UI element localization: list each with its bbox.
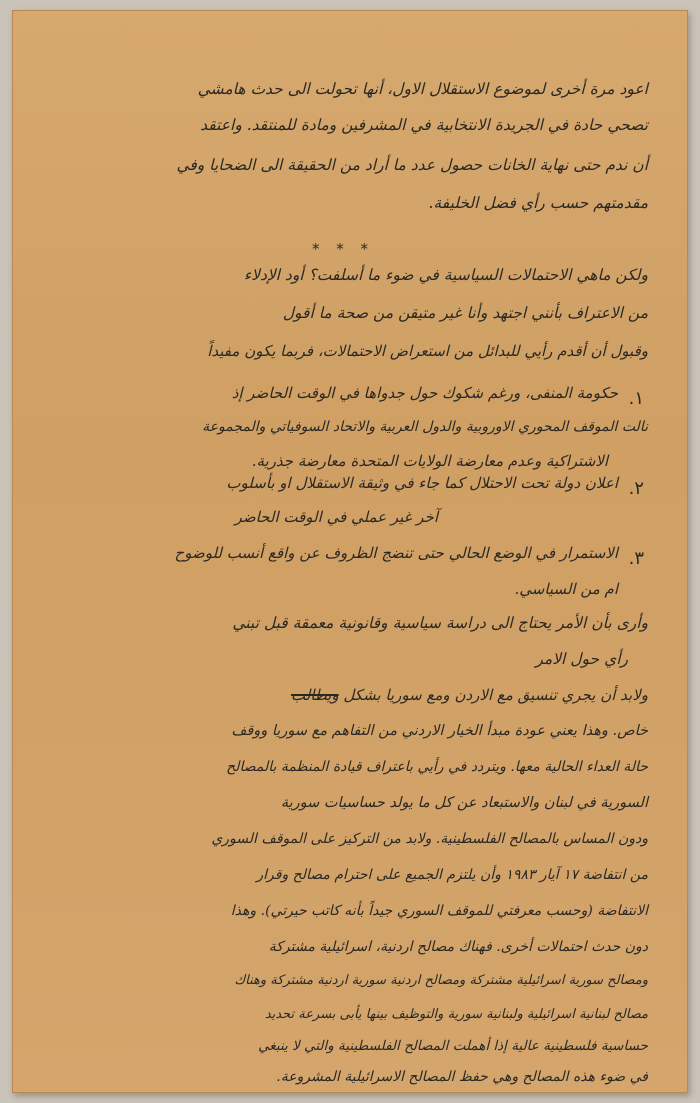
- paragraph-4-line: [291, 688, 648, 703]
- paragraph-4-line: من انتفاضة ١٧ آيار ١٩٨٣ وأن يلتزم الجميع على احترام مصالح وقرار: [256, 867, 648, 883]
- paragraph-2-line: ولكن ماهي الاحتمالات السياسية في ضوء ما أسلفت؟ أود الإدلاء: [243, 266, 648, 284]
- item-3-line: الاستمرار في الوضع الحالي حتى تنضج الظروف عن واقع أنسب للوضوح: [174, 544, 618, 562]
- struck-word: ويطالب: [291, 686, 339, 704]
- paragraph-4-line: في ضوء هذه المصالح وهي حفظ المصالح الاسرائيلية المشروعة.: [276, 1069, 648, 1085]
- paragraph-4-line: مصالح لبنانية اسرائيلية ولبنانية سورية والتوظيف بينها يأبى بسرعة تحديد: [264, 1007, 648, 1022]
- item-3-number: .٣: [628, 548, 644, 569]
- item-2-line: آخر غير عملي في الوقت الحاضر: [234, 508, 438, 526]
- section-separator: * * *: [312, 240, 375, 258]
- paragraph-1-line: مقدمتهم حسب رأي فضل الخليفة.: [428, 194, 648, 212]
- item-2-number: .٢: [628, 478, 644, 499]
- paragraph-4-line-text: ولابد أن يجري تنسيق مع الاردن ومع سوريا بشكل: [343, 686, 648, 704]
- item-1-line: نالت الموقف المحوري الاوروبية والدول العربية والاتحاد السوفياتي والمجموعة: [202, 419, 648, 435]
- item-1-number: .١: [628, 388, 644, 409]
- paragraph-4-line: خاص. وهذا يعني عودة مبدأ الخيار الاردني من التفاهم مع سوريا ووقف: [231, 723, 648, 739]
- item-3-line: ام من السياسي.: [514, 580, 618, 598]
- document-page: [12, 10, 688, 1093]
- paragraph-4-line: الانتفاضة (وحسب معرفتي للموقف السوري جيداً بأنه كاتب حيرتي). وهذا: [230, 903, 648, 919]
- item-1-line: حكومة المنفى، ورغم شكوك حول جدواها في الوقت الحاضر إذ: [231, 384, 618, 402]
- paragraph-3-line: وأرى بأن الأمر يحتاج الى دراسة سياسية وقانونية معمقة قبل تبني: [232, 614, 648, 632]
- paragraph-2-line: من الاعتراف بأنني اجتهد وأنا غير متيقن من صحة ما أقول: [282, 304, 648, 322]
- paragraph-2-line: وقبول أن أقدم رأيي للبدائل من استعراض الاحتمالات، فربما يكون مفيداً: [207, 342, 648, 360]
- paragraph-4-line: السورية في لبنان والاستبعاد عن كل ما يولد حساسيات سورية: [280, 795, 648, 811]
- item-1-line: الاشتراكية وعدم معارضة الولايات المتحدة معارضة جذرية.: [251, 452, 608, 470]
- paragraph-1-line: تصحي حادة في الجريدة الانتخابية في المشرفين ومادة للمنتقد. واعتقد: [200, 116, 648, 134]
- paragraph-1-line: اعود مرة أخرى لموضوع الاستقلال الاول، أنها تحولت الى حدث هامشي: [197, 80, 648, 98]
- paragraph-4-line: حالة العداء الحالية معها. ويتردد في رأيي باعتراف قيادة المنظمة بالمصالح: [226, 759, 648, 775]
- paragraph-4-line: ومصالح سورية اسرائيلية مشتركة ومصالح اردنية سورية اردنية مشتركة وهناك: [234, 973, 648, 988]
- paragraph-4-line: حساسية فلسطينية عالية إذا أهملت المصالح الفلسطينية والتي لا ينبغي: [258, 1038, 648, 1054]
- paragraph-1-line: أن ندم حتى نهاية الخانات حصول عدد ما أراد من الحقيقة الى الضحايا وفي: [176, 156, 648, 174]
- paragraph-3-line: رأي حول الامر: [535, 650, 628, 668]
- paragraph-4-line: دون حدث احتمالات أخرى. فهناك مصالح اردنية، اسرائيلية مشتركة: [268, 939, 648, 955]
- paragraph-4-line: ودون المساس بالمصالح الفلسطينية. ولابد من التركيز على الموقف السوري: [211, 831, 648, 847]
- item-2-line: اعلان دولة تحت الاحتلال كما جاء في وثيقة الاستقلال او بأسلوب: [226, 474, 618, 492]
